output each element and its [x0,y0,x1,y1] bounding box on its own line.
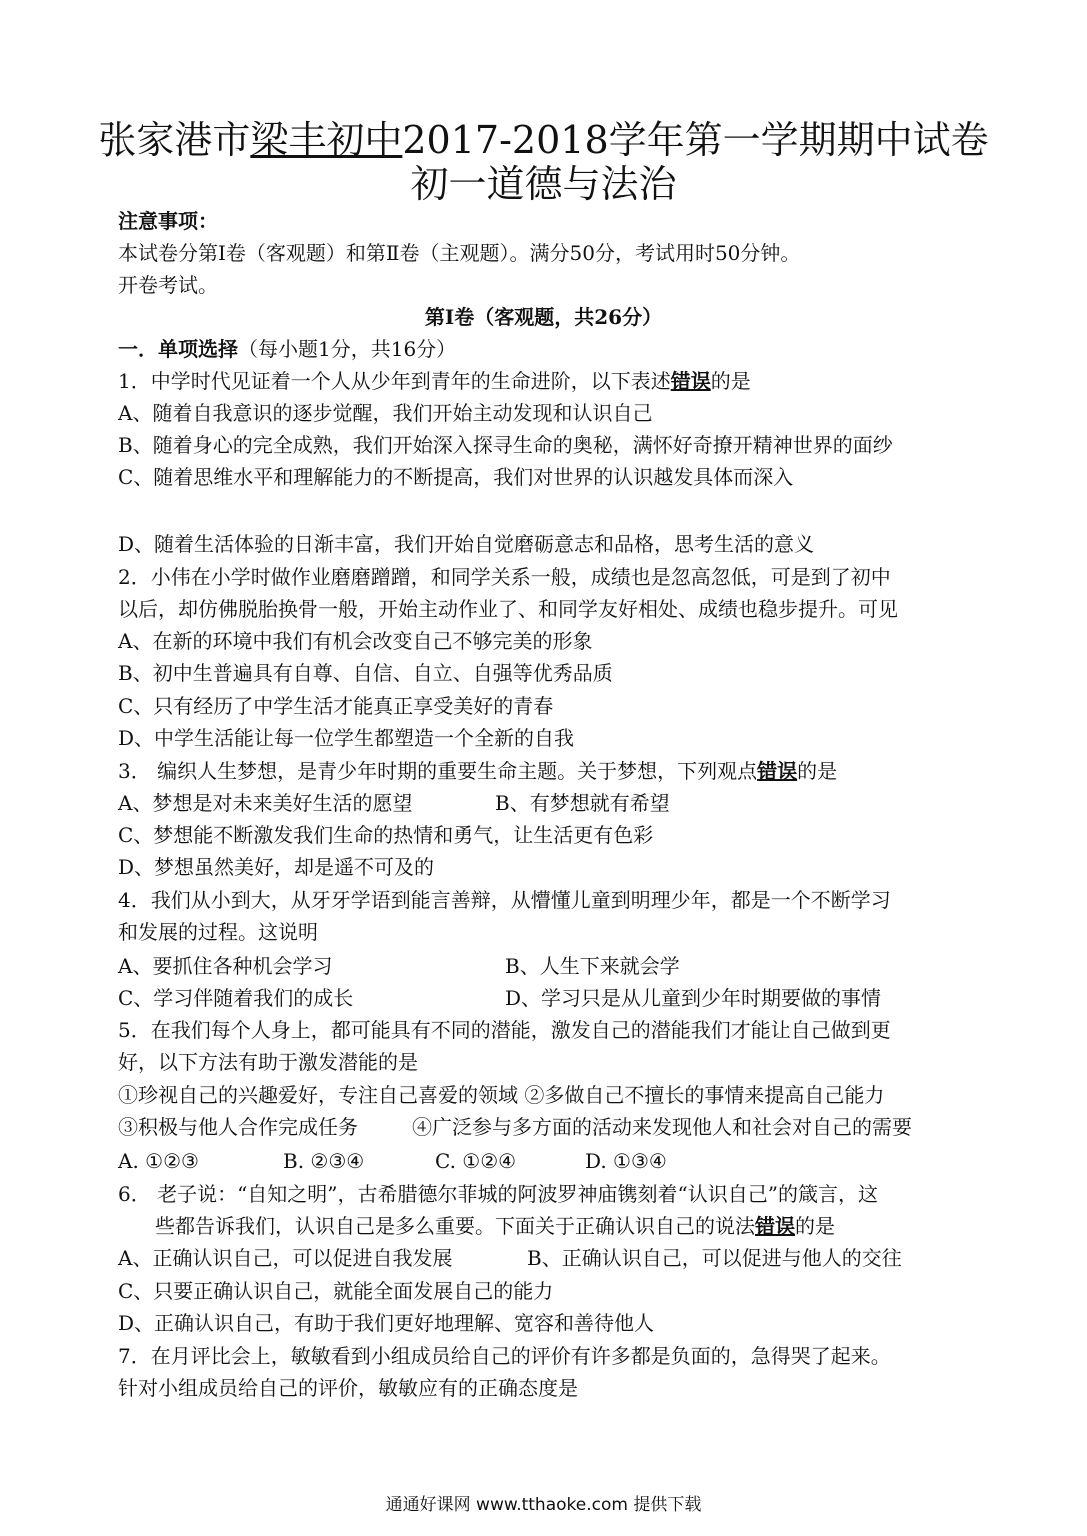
exam-title [0,118,1087,162]
notice-line-2: 开卷考试。 [118,273,218,297]
q3-option-a: A、梦想是对未来美好生活的愿望 [118,791,413,815]
q6-option-d: D、正确认识自己，有助于我们更好地理解、宽容和善待他人 [118,1311,655,1335]
notice-line-1: 本试卷分第Ⅰ卷（客观题）和第Ⅱ卷（主观题）。满分50分，考试用时50分钟。 [118,241,801,265]
q4-stem-2: 和发展的过程。这说明 [118,920,318,944]
q7-stem-2: 针对小组成员给自己的评价，敏敏应有的正确态度是 [118,1376,578,1400]
q4-option-d: D、学习只是从儿童到少年时期要做的事情 [505,986,882,1010]
title-term: 2017-2018学年第一学期期中试卷 [402,118,989,162]
q6-option-c: C、只要正确认识自己，就能全面发展自己的能力 [118,1279,554,1303]
exam-subtitle: 初一道德与法治 [410,162,677,206]
notice-heading: 注意事项： [118,209,218,233]
q6-option-a: A、正确认识自己，可以促进自我发展 [118,1246,453,1270]
q2-stem-2: 以后，却仿佛脱胎换骨一般，开始主动作业了、和同学友好相处、成绩也稳步提升。可见 [118,597,898,621]
q1-option-a: A、随着自我意识的逐步觉醒，我们开始主动发现和认识自己 [118,401,653,425]
q6-stem-emphasis: 错误 [755,1214,795,1238]
q1-stem-end: 的是 [710,369,751,393]
q1-option-d: D、随着生活体验的日渐丰富，我们开始自觉磨砺意志和品格，思考生活的意义 [118,532,815,556]
title-city: 张家港市 [98,118,251,162]
q5-option-a: A. ①②③ [118,1149,199,1173]
q1-stem [118,367,751,395]
q5-stem-1: 5．在我们每个人身上，都可能具有不同的潜能，激发自己的潜能我们才能让自己做到更 [118,1018,891,1042]
part-heading [118,335,456,363]
q2-option-c: C、只有经历了中学生活才能真正享受美好的青春 [118,694,554,718]
q3-option-b: B、有梦想就有希望 [495,791,670,815]
q5-item-4: ④广泛参与多方面的活动来发现他人和社会对自己的需要 [412,1115,912,1139]
q4-option-a: A、要抓住各种机会学习 [118,954,333,978]
q5-stem-2: 好，以下方法有助于激发潜能的是 [118,1050,418,1074]
q1-option-c: C、随着思维水平和理解能力的不断提高，我们对世界的认识越发具体而深入 [118,465,794,489]
q5-option-c: C. ①②④ [435,1149,517,1173]
q6-option-b: B、正确认识自己，可以促进与他人的交往 [527,1246,902,1270]
q3-option-d: D、梦想虽然美好，却是遥不可及的 [118,855,435,879]
q3-stem [118,757,837,785]
q1-stem-text: 1．中学时代见证着一个人从少年到青年的生命进阶，以下表述 [118,369,671,393]
part-note: （每小题1分，共16分） [238,337,457,361]
q1-option-b: B、随着身心的完全成熟，我们开始深入探寻生命的奥秘，满怀好奇撩开精神世界的面纱 [118,433,893,457]
q2-stem-1: 2．小伟在小学时做作业磨磨蹭蹭，和同学关系一般，成绩也是忽高忽低，可是到了初中 [118,565,891,589]
q6-stem-2 [155,1212,835,1240]
q3-stem-text: 3． 编织人生梦想，是青少年时期的重要生命主题。关于梦想，下列观点 [118,759,758,783]
q4-option-c: C、学习伴随着我们的成长 [118,986,354,1010]
q4-option-b: B、人生下来就会学 [505,954,680,978]
q2-option-d: D、中学生活能让每一位学生都塑造一个全新的自我 [118,726,575,750]
q7-stem-1: 7．在月评比会上，敏敏看到小组成员给自己的评价有许多都是负面的，急得哭了起来。 [118,1344,891,1368]
q3-stem-end: 的是 [797,759,838,783]
q3-stem-emphasis: 错误 [757,759,798,783]
q4-stem-1: 4．我们从小到大，从牙牙学语到能言善辩，从懵懂儿童到明理少年，都是一个不断学习 [118,888,891,912]
q5-item-line-1: ①珍视自己的兴趣爱好，专注自己喜爱的领域 ②多做自己不擅长的事情来提高自己能力 [118,1083,885,1107]
part-label: 一．单项选择 [118,337,238,361]
title-school: 梁丰初中 [250,118,403,162]
section-heading: 第Ⅰ卷（客观题，共26分） [424,305,663,329]
q6-stem-1: 6． 老子说：“自知之明”，古希腊德尔菲城的阿波罗神庙镌刻着“认识自己”的箴言，这 [118,1182,878,1206]
q2-option-b: B、初中生普遍具有自尊、自信、自立、自强等优秀品质 [118,661,613,685]
q5-option-b: B. ②③④ [283,1149,365,1173]
q2-option-a: A、在新的环境中我们有机会改变自己不够完美的形象 [118,629,593,653]
q3-option-c: C、梦想能不断激发我们生命的热情和勇气，让生活更有色彩 [118,823,654,847]
q1-stem-emphasis: 错误 [670,369,711,393]
q5-item-3: ③积极与他人合作完成任务 [118,1115,358,1139]
q5-option-d: D. ①③④ [585,1149,667,1173]
q6-stem-text: 些都告诉我们，认识自己是多么重要。下面关于正确认识自己的说法 [155,1214,755,1238]
footer-source: 通通好课网 www.tthaoke.com 提供下载 [385,1495,702,1515]
q6-stem-end: 的是 [795,1214,835,1238]
